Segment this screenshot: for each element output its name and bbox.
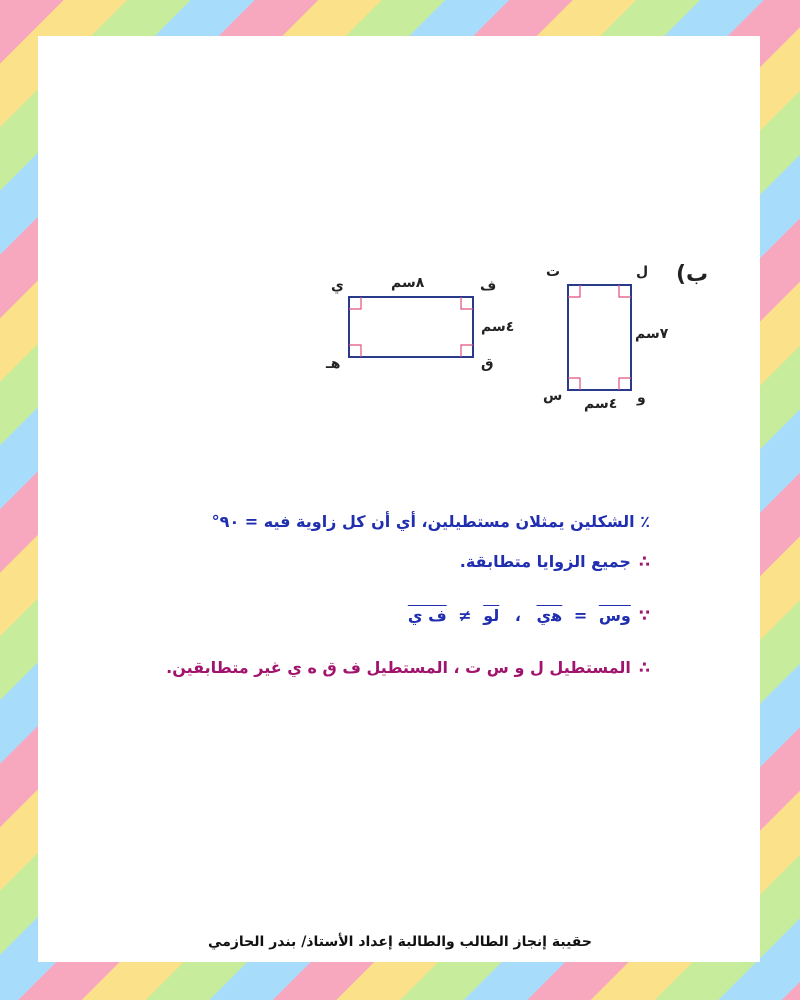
segment-lw: لو: [483, 606, 500, 625]
therefore-symbol-2: ∴: [638, 658, 650, 677]
vertex-q: ق: [481, 356, 494, 372]
therefore-symbol: ∴: [638, 552, 650, 571]
solution-line-3: [408, 606, 650, 625]
not-equal-sign: ≠: [458, 606, 472, 625]
right-angle-marks-left: [349, 297, 473, 357]
segment-ws: وس: [598, 606, 631, 625]
solution-line-1: ٪ الشكلين يمثلان مستطيلين، أي أن كل زاوية فيه = ٩٠°: [211, 512, 650, 531]
solution-line-4: [166, 658, 650, 677]
segment-fy: ف ي: [407, 606, 447, 625]
because-symbol: ∵: [638, 606, 650, 625]
vertex-s: س: [543, 388, 563, 404]
vertex-f: ف: [480, 278, 497, 294]
length-label-8cm: ٨سم: [391, 275, 425, 291]
rectangle-fqhy: [349, 297, 473, 357]
vertex-w: و: [637, 390, 646, 406]
vertex-t: ت: [546, 264, 561, 280]
vertex-h: هـ: [326, 356, 341, 372]
equals-sign: =: [573, 606, 588, 625]
vertex-l: ل: [636, 264, 649, 280]
height-label-7cm: ٧سم: [635, 326, 669, 342]
vertex-y: ي: [331, 278, 344, 294]
right-angle-marks-right: [568, 285, 631, 390]
footer-credit: حقيبة إنجاز الطالب والطالبة إعداد الأستاذ/ بندر الحازمي: [208, 934, 592, 950]
solution-conclusion: المستطيل ل و س ت ، المستطيل ف ق ه ي غير متطابقين.: [166, 658, 631, 677]
segment-hy: ﻫي: [536, 606, 563, 625]
width-label-4cm-left: ٤سم: [481, 319, 515, 335]
rectangle-lwst: [568, 285, 631, 390]
solution-line-2-text: جميع الزوايا متطابقة.: [459, 552, 631, 571]
separator-comma: ،: [514, 606, 521, 625]
solution-line-2: [460, 552, 650, 571]
part-label: ب): [676, 262, 709, 287]
width-label-4cm-right: ٤سم: [584, 396, 618, 412]
